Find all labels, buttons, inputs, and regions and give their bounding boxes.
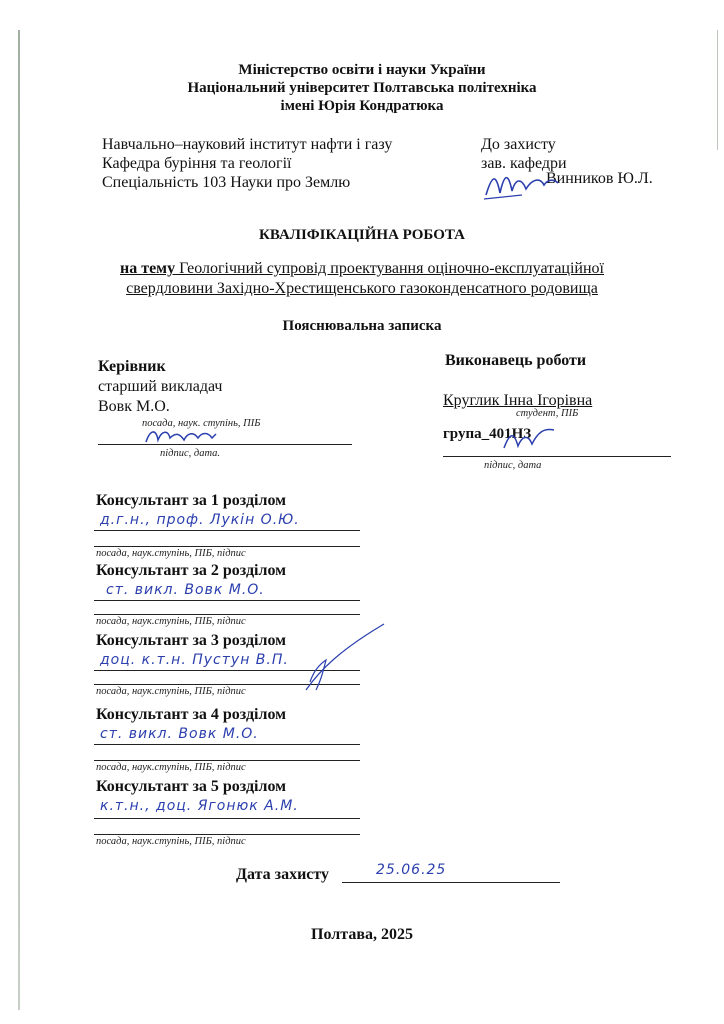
- university-line: Національний університет Полтавська політехніка: [187, 80, 537, 96]
- consultant-2-caption: посада, наук.ступінь, ПІБ, підпис: [96, 616, 246, 627]
- consultant-5-label: Консультант за 5 розділом: [96, 778, 287, 795]
- institute-line: Навчально–науковий інститут нафти і газу: [102, 136, 393, 153]
- supervisor-caption-1: посада, наук. ступінь, ПІБ: [142, 418, 261, 429]
- consultant-1-handwritten: д.г.н., проф. Лукін О.Ю.: [100, 512, 300, 528]
- defense-date-value: 25.06.25: [376, 862, 447, 878]
- consultant-3-caption: посада, наук.ступінь, ПІБ, підпис: [96, 686, 246, 697]
- consultant-4-line-2: [94, 760, 360, 761]
- author-label: Виконавець роботи: [445, 352, 587, 369]
- department-line: Кафедра буріння та геології: [102, 155, 292, 172]
- defense-date-label: Дата захисту: [236, 866, 330, 883]
- named-after-line: імені Юрія Кондратюка: [280, 98, 444, 114]
- explanatory-note-title: Пояснювальна записка: [282, 318, 442, 334]
- topic-line-1: [0, 260, 724, 278]
- consultant-5-handwritten: к.т.н., доц. Ягонюк А.М.: [100, 798, 299, 814]
- author-signature-line: [443, 456, 671, 457]
- supervisor-signature-line: [98, 444, 352, 445]
- head-signature: [482, 165, 562, 205]
- consultant-2-line: [94, 600, 360, 601]
- to-defense-label: До захисту: [481, 136, 556, 153]
- scan-edge-mark: [18, 30, 20, 1010]
- head-of-department-label: зав. кафедри: [481, 155, 567, 172]
- document-title: КВАЛІФІКАЦІЙНА РОБОТА: [259, 227, 465, 243]
- author-signature: [500, 424, 560, 454]
- consultant-1-label: Консультант за 1 розділом: [96, 492, 287, 509]
- consultant-4-label: Консультант за 4 розділом: [96, 706, 287, 723]
- consultant-2-line-2: [94, 614, 360, 615]
- supervisor-position: старший викладач: [98, 378, 223, 395]
- author-group: група_401НЗ: [443, 426, 532, 442]
- ministry-line: Міністерство освіти і науки України: [238, 62, 486, 78]
- supervisor-name: Вовк М.О.: [98, 398, 170, 415]
- topic-text-1: Геологічний супровід проектування оціночно-експлуатаційної: [175, 260, 604, 277]
- topic-prefix: на тему: [119, 260, 176, 277]
- supervisor-caption-2: підпис, дата.: [160, 448, 221, 459]
- author-name: Круглик Інна Ігорівна: [443, 392, 593, 409]
- specialty-line: Спеціальність 103 Науки про Землю: [102, 174, 351, 191]
- consultant-5-caption: посада, наук.ступінь, ПІБ, підпис: [96, 836, 246, 847]
- consultant-3-label: Консультант за 3 розділом: [96, 632, 287, 649]
- head-of-department-name: Винников Ю.Л.: [546, 170, 653, 187]
- consultant-5-line-2: [94, 834, 360, 835]
- author-caption-2: підпис, дата: [484, 460, 542, 471]
- consultant-4-line: [94, 744, 360, 745]
- author-caption-1: студент, ПІБ: [516, 408, 579, 419]
- defense-date-line: [342, 882, 560, 883]
- consultant-3-signature: [300, 620, 390, 700]
- consultant-2-handwritten: ст. викл. Вовк М.О.: [106, 582, 265, 598]
- city-year: Полтава, 2025: [311, 926, 413, 943]
- topic-text-2: свердловини Західно-Хрестищенського газоконденсатного родовища: [126, 280, 598, 297]
- consultant-1-caption: посада, наук.ступінь, ПІБ, підпис: [96, 548, 246, 559]
- consultant-4-caption: посада, наук.ступінь, ПІБ, підпис: [96, 762, 246, 773]
- consultant-1-line-2: [94, 546, 360, 547]
- supervisor-label: Керівник: [98, 358, 166, 375]
- consultant-1-line: [94, 530, 360, 531]
- consultant-5-line: [94, 818, 360, 819]
- consultant-3-handwritten: доц. к.т.н. Пустун В.П.: [100, 652, 289, 668]
- consultant-2-label: Консультант за 2 розділом: [96, 562, 287, 579]
- consultant-4-handwritten: ст. викл. Вовк М.О.: [100, 726, 259, 742]
